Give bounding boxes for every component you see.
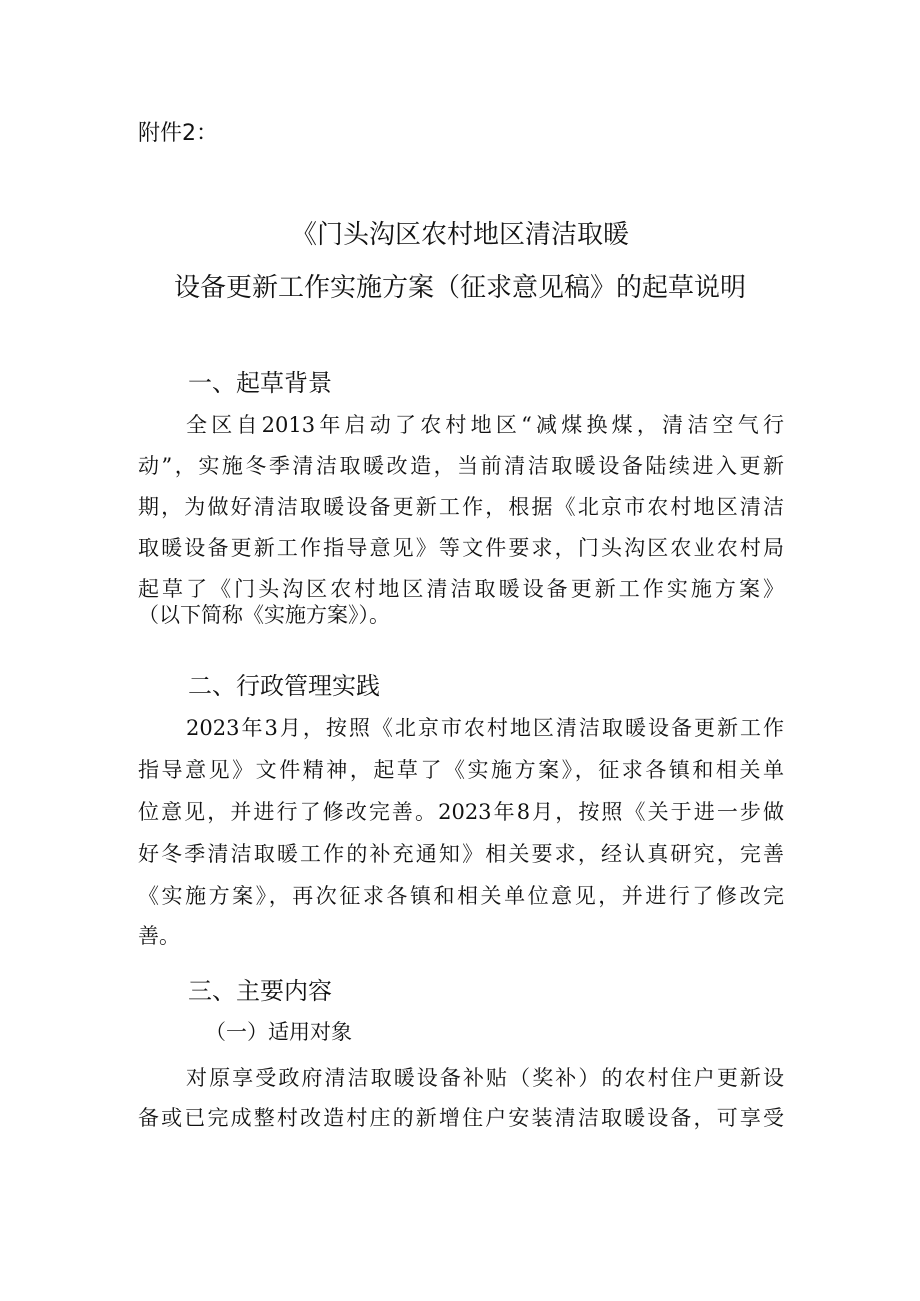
attachment-label: 附件2： xyxy=(138,121,218,146)
paragraph-line: 起草了《门头沟区农村地区清洁取暖设备更新工作实施方案》 xyxy=(138,577,784,601)
section-heading-practice: 二、行政管理实践 xyxy=(188,672,380,700)
paragraph-line: 取暖设备更新工作指导意见》等文件要求，门头沟区农业农村局 xyxy=(138,536,784,560)
paragraph-line: 对原享受政府清洁取暖设备补贴（奖补）的农村住户更新设 xyxy=(186,1066,784,1090)
paragraph-line: 2023年3月，按照《北京市农村地区清洁取暖设备更新工作 xyxy=(186,716,784,740)
paragraph-line: 《实施方案》，再次征求各镇和相关单位意见，并进行了修改完 xyxy=(138,884,784,908)
document-title-line-2: 设备更新工作实施方案（征求意见稿》的起草说明 xyxy=(173,273,746,303)
paragraph-line: 动”，实施冬季清洁取暖改造，当前清洁取暖设备陆续进入更新 xyxy=(138,454,784,478)
subsection-heading-scope: （一）适用对象 xyxy=(205,1020,352,1044)
document-title-line-1: 《门头沟区农村地区清洁取暖 xyxy=(290,220,629,250)
paragraph-line: （以下简称《实施方案》）。 xyxy=(138,603,390,627)
section-heading-content: 三、主要内容 xyxy=(188,977,332,1005)
paragraph-line: 位意见，并进行了修改完善。2023年8月，按照《关于进一步做 xyxy=(138,800,784,824)
paragraph-line: 善。 xyxy=(138,924,180,948)
paragraph-line: 全区自2013年启动了农村地区“减煤换煤，清洁空气行 xyxy=(186,413,784,437)
paragraph-line: 好冬季清洁取暖工作的补充通知》相关要求，经认真研究，完善 xyxy=(138,842,784,866)
paragraph-line: 指导意见》文件精神，起草了《实施方案》，征求各镇和相关单 xyxy=(138,758,784,782)
paragraph-line: 期，为做好清洁取暖设备更新工作，根据《北京市农村地区清洁 xyxy=(138,495,784,519)
section-heading-background: 一、起草背景 xyxy=(188,369,332,397)
paragraph-line: 备或已完成整村改造村庄的新增住户安装清洁取暖设备，可享受 xyxy=(138,1106,784,1130)
